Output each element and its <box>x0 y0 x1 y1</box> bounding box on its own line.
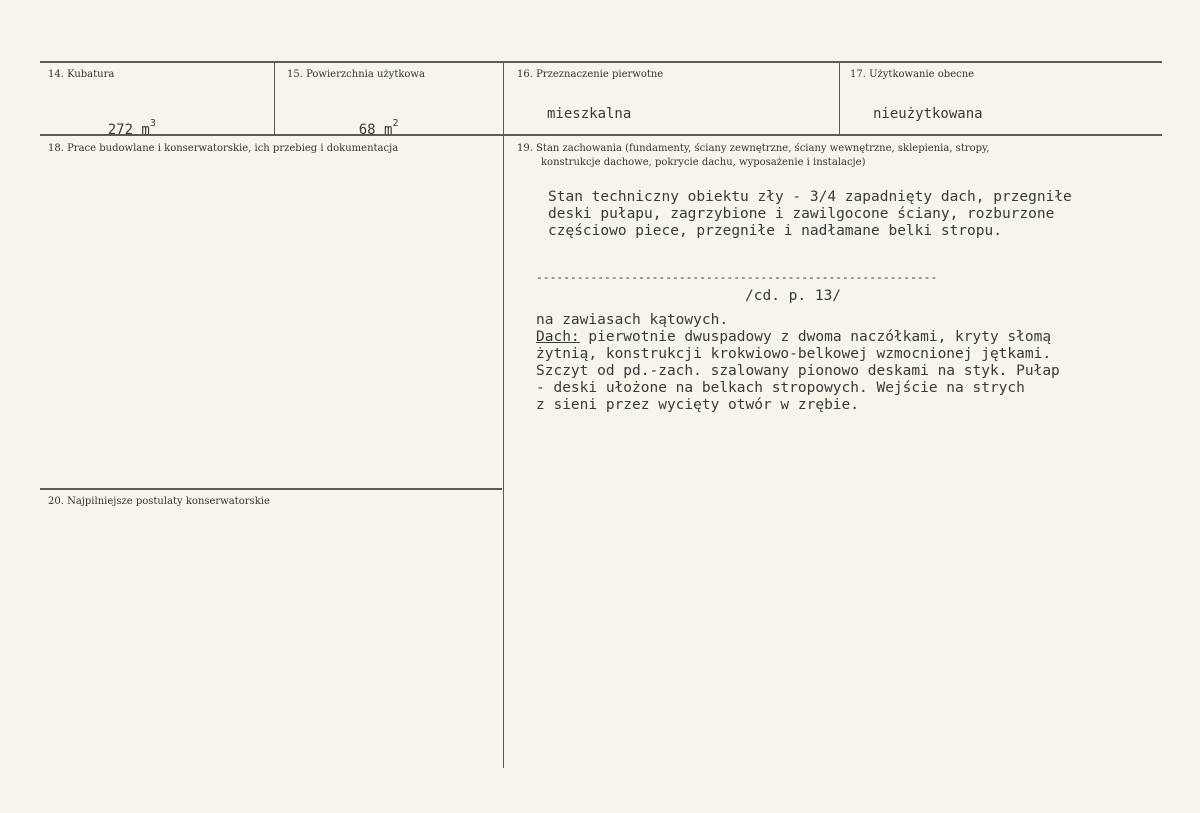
continuation-line-4: Szczyt od pd.-zach. szalowany pionowo deskami na styk. Pułap <box>536 363 1060 379</box>
field-14-number: 272 m <box>107 122 150 138</box>
field-16-value: mieszkalna <box>547 106 632 122</box>
field-17-value: nieużytkowana <box>873 106 983 122</box>
roof-description-start: pierwotnie dwuspadowy z dwoma naczółkami, kryty słomą <box>579 329 1052 345</box>
continuation-line-5: - deski ułożone na belkach stropowych. Wejście na strych <box>536 380 1025 396</box>
field-19-label-line2: konstrukcje dachowe, pokrycie dachu, wyposażenie i instalacje) <box>541 157 866 168</box>
condition-text-line-3: częściowo piece, przegniłe i nadłamane belki stropu. <box>548 223 1002 239</box>
row1-bottom-rule <box>40 134 1162 136</box>
field-19-label-line1: 19. Stan zachowania (fundamenty, ściany zewnętrzne, ściany wewnętrzne, sklepienia, stropy, <box>517 143 990 154</box>
field-15-label: 15. Powierzchnia użytkowa <box>287 69 425 80</box>
divider-16-17 <box>839 62 840 134</box>
continuation-line-3: żytnią, konstrukcji krokwiowo-belkowej wzmocnionej jętkami. <box>536 346 1052 362</box>
field-18-label: 18. Prace budowlane i konserwatorskie, ich przebieg i dokumentacja <box>48 143 399 154</box>
divider-15-16 <box>503 62 504 134</box>
continuation-line-6: z sieni przez wycięty otwór w zrębie. <box>536 397 860 413</box>
divider-14-15 <box>274 62 275 134</box>
condition-text-line-2: deski pułapu, zagrzybione i zawilgocone ściany, rozburzone <box>548 206 1055 222</box>
condition-text-line-1: Stan techniczny obiektu zły - 3/4 zapadnięty dach, przegniłe <box>548 189 1072 205</box>
field-16-label: 16. Przeznaczenie pierwotne <box>517 69 664 80</box>
dashed-separator: ----------------------------------------------------------- <box>536 271 938 284</box>
field-17-label: 17. Użytkowanie obecne <box>850 69 975 80</box>
top-rule <box>40 61 1162 63</box>
continuation-reference: /cd. p. 13/ <box>745 288 842 304</box>
roof-label: Dach: <box>536 329 580 345</box>
rule-18-20 <box>40 488 502 490</box>
field-14-unit-exponent: 3 <box>149 118 156 129</box>
main-vertical-divider <box>503 134 504 768</box>
field-15-unit-exponent: 2 <box>392 118 399 129</box>
field-20-label: 20. Najpilniejsze postulaty konserwatorskie <box>48 496 270 507</box>
field-14-label: 14. Kubatura <box>48 69 115 80</box>
continuation-line-2 <box>536 329 1051 346</box>
field-15-number: 68 m <box>358 122 393 138</box>
continuation-line-1: na zawiasach kątowych. <box>536 312 729 328</box>
